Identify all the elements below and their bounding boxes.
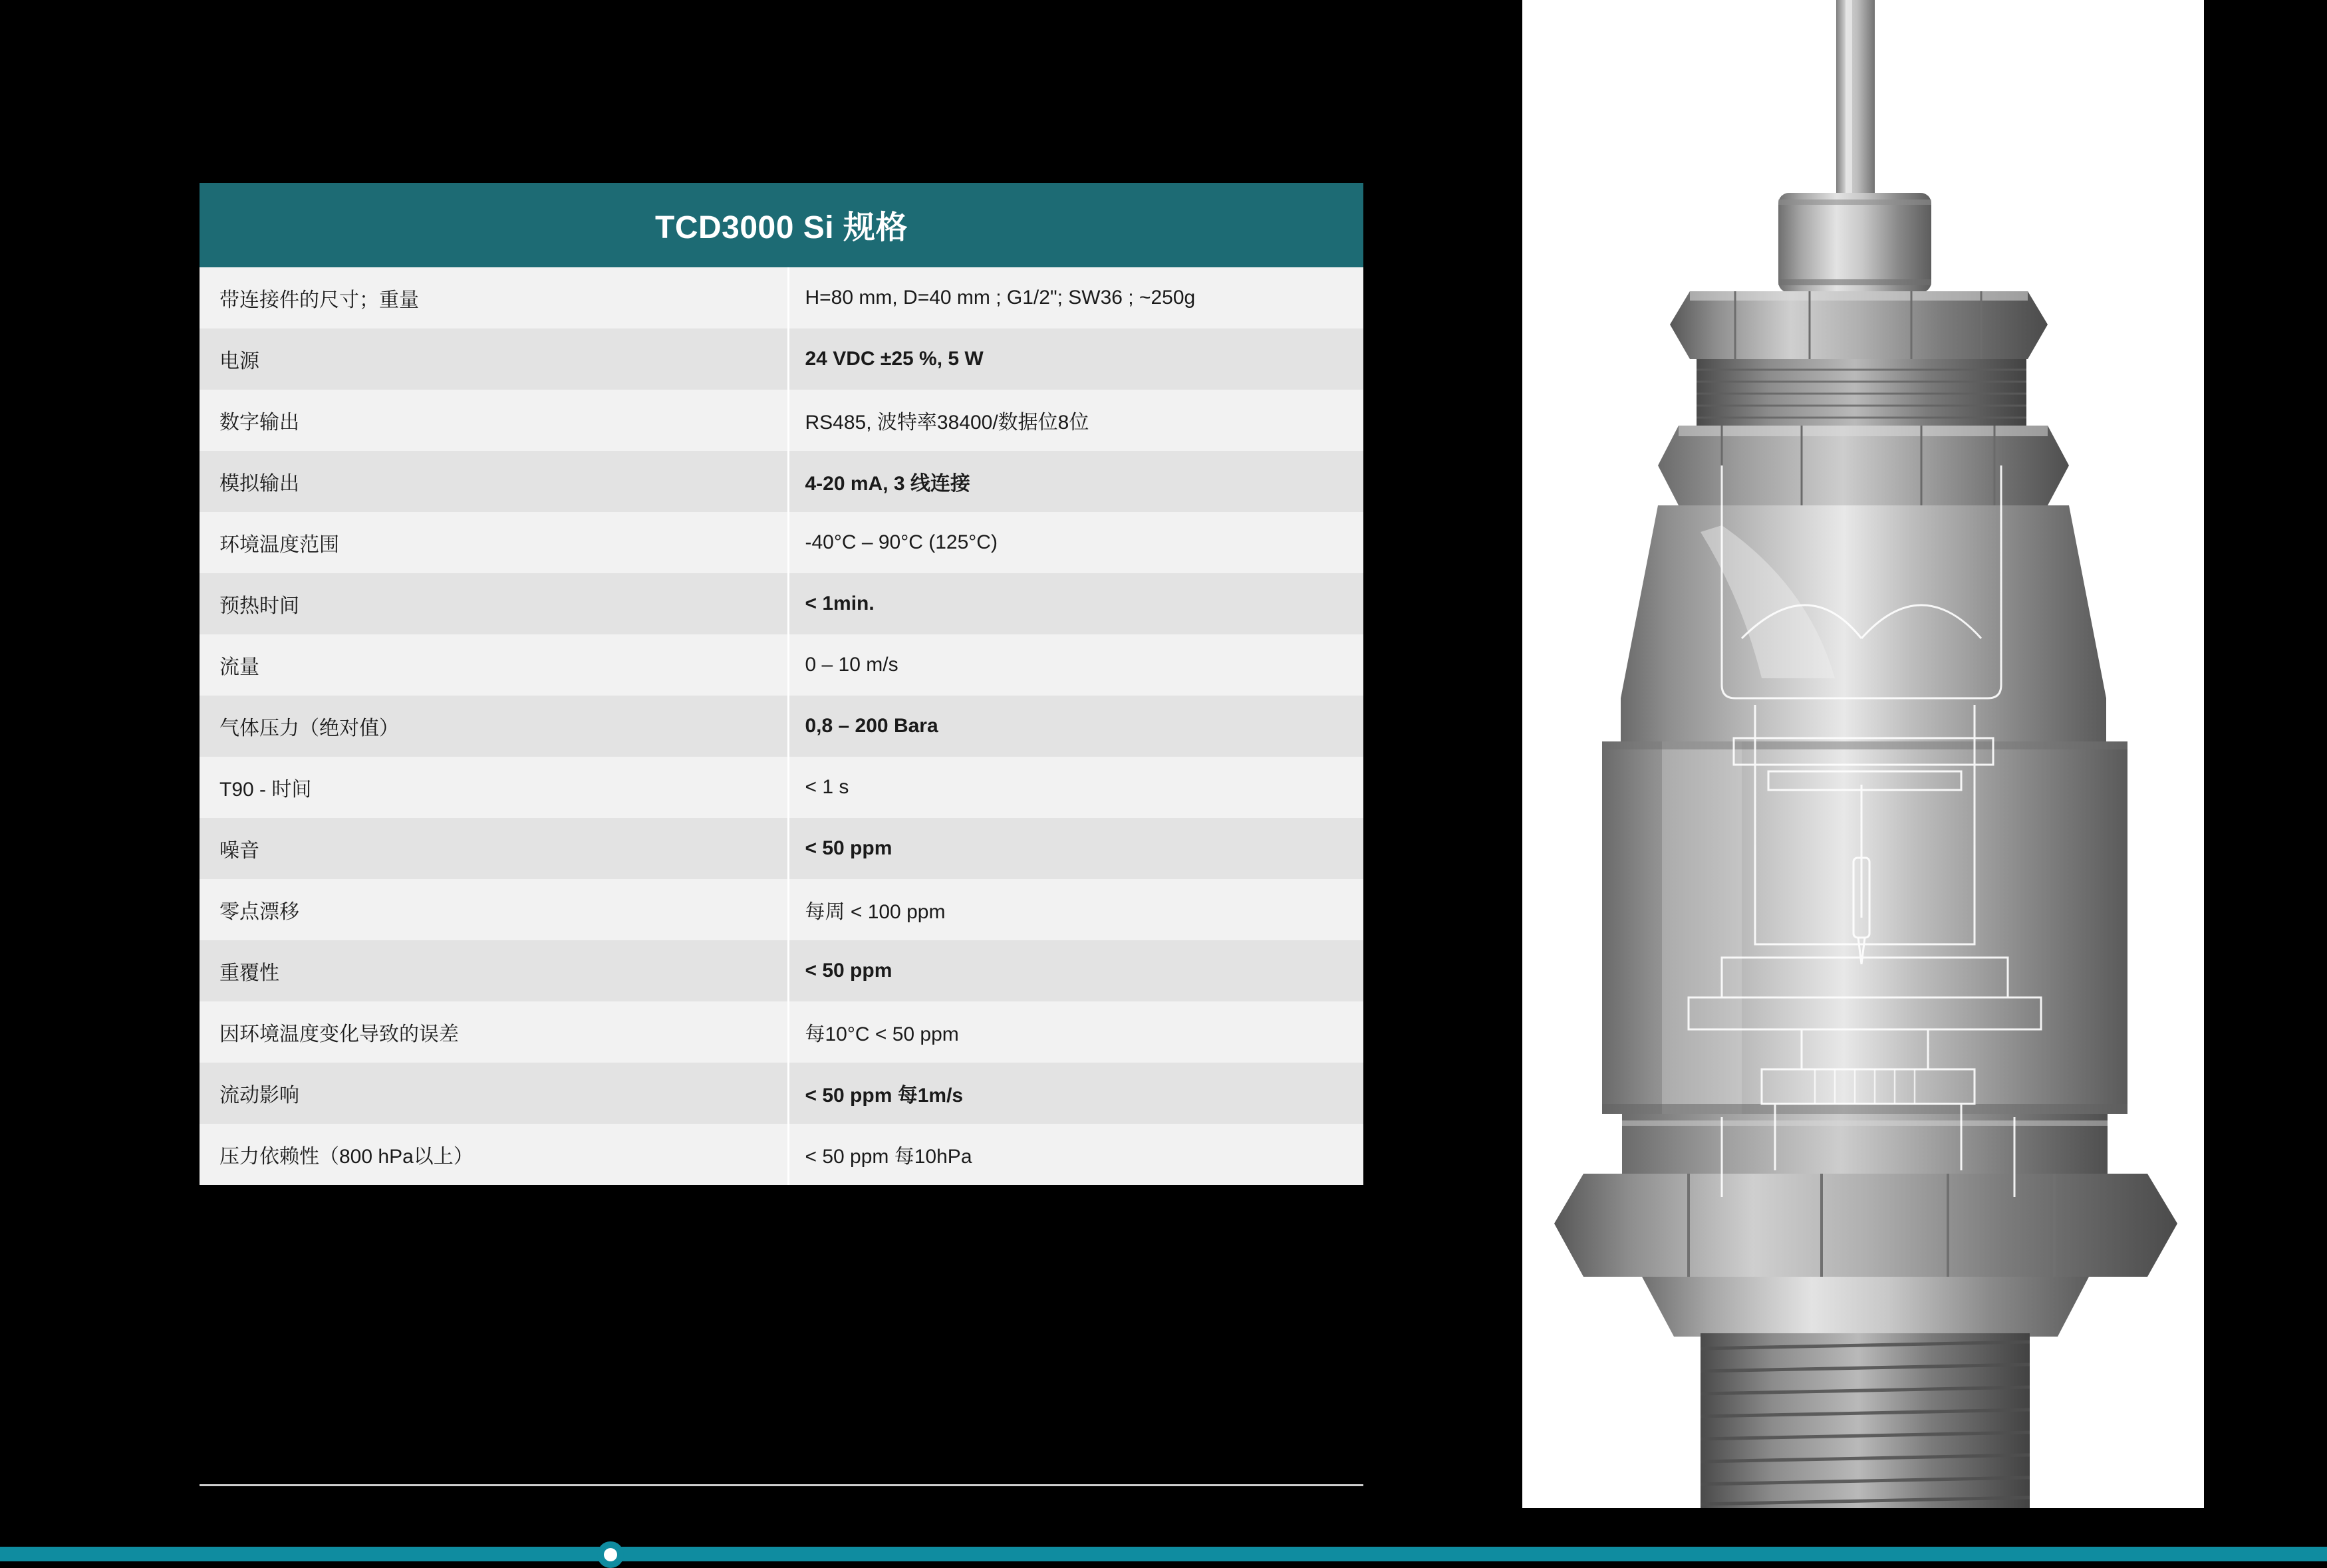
spec-value: < 50 ppm xyxy=(788,940,1363,1001)
table-row xyxy=(200,757,1363,818)
tcd3000-si-sensor-image xyxy=(1522,0,2204,1508)
spec-label: 预热时间 xyxy=(200,573,788,634)
spec-value: < 50 ppm 每10hPa xyxy=(788,1124,1363,1185)
spec-label: 零点漂移 xyxy=(200,879,788,940)
page-indicator-dot-inner xyxy=(604,1548,617,1561)
bottom-accent-bar xyxy=(0,1547,2327,1561)
table-row xyxy=(200,818,1363,879)
spec-label: 因环境温度变化导致的误差 xyxy=(200,1001,788,1063)
spec-value: < 50 ppm xyxy=(788,818,1363,879)
spec-label: T90 - 时间 xyxy=(200,757,788,818)
spec-label: 数字输出 xyxy=(200,390,788,451)
spec-value: 0,8 – 200 Bara xyxy=(788,696,1363,757)
spec-label: 气体压力（绝对值） xyxy=(200,696,788,757)
table-row xyxy=(200,512,1363,573)
spec-value: 24 VDC ±25 %, 5 W xyxy=(788,328,1363,390)
spec-value: H=80 mm, D=40 mm ; G1/2"; SW36 ; ~250g xyxy=(788,267,1363,328)
spec-value: < 1 s xyxy=(788,757,1363,818)
table-row xyxy=(200,267,1363,328)
spec-label: 电源 xyxy=(200,328,788,390)
table-row xyxy=(200,1124,1363,1185)
spec-value: 4-20 mA, 3 线连接 xyxy=(788,451,1363,512)
spec-value: RS485, 波特率38400/数据位8位 xyxy=(788,390,1363,451)
footer-divider xyxy=(200,1484,1363,1486)
spec-value: 0 – 10 m/s xyxy=(788,634,1363,696)
spec-label: 流量 xyxy=(200,634,788,696)
spec-label: 压力依赖性（800 hPa以上） xyxy=(200,1124,788,1185)
spec-value: 每周 < 100 ppm xyxy=(788,879,1363,940)
spec-value: < 50 ppm 每1m/s xyxy=(788,1063,1363,1124)
table-row xyxy=(200,1001,1363,1063)
table-row xyxy=(200,1063,1363,1124)
spec-label: 流动影响 xyxy=(200,1063,788,1124)
table-row xyxy=(200,696,1363,757)
spec-table-title-row xyxy=(200,183,1363,267)
table-row xyxy=(200,573,1363,634)
spec-value: < 1min. xyxy=(788,573,1363,634)
table-row xyxy=(200,879,1363,940)
left-edge-strip xyxy=(0,0,193,1561)
specification-table xyxy=(200,183,1363,1185)
table-row xyxy=(200,940,1363,1001)
spec-label: 环境温度范围 xyxy=(200,512,788,573)
spec-label: 重覆性 xyxy=(200,940,788,1001)
table-row xyxy=(200,390,1363,451)
spec-value: 每10°C < 50 ppm xyxy=(788,1001,1363,1063)
spec-table-title: TCD3000 Si 规格 xyxy=(200,183,1363,267)
spec-value: -40°C – 90°C (125°C) xyxy=(788,512,1363,573)
table-row xyxy=(200,328,1363,390)
table-row xyxy=(200,451,1363,512)
spec-table-body xyxy=(200,183,1363,1185)
spec-label: 带连接件的尺寸；重量 xyxy=(200,267,788,328)
product-image-panel xyxy=(1522,0,2204,1508)
table-row xyxy=(200,634,1363,696)
spec-label: 模拟输出 xyxy=(200,451,788,512)
spec-label: 噪音 xyxy=(200,818,788,879)
